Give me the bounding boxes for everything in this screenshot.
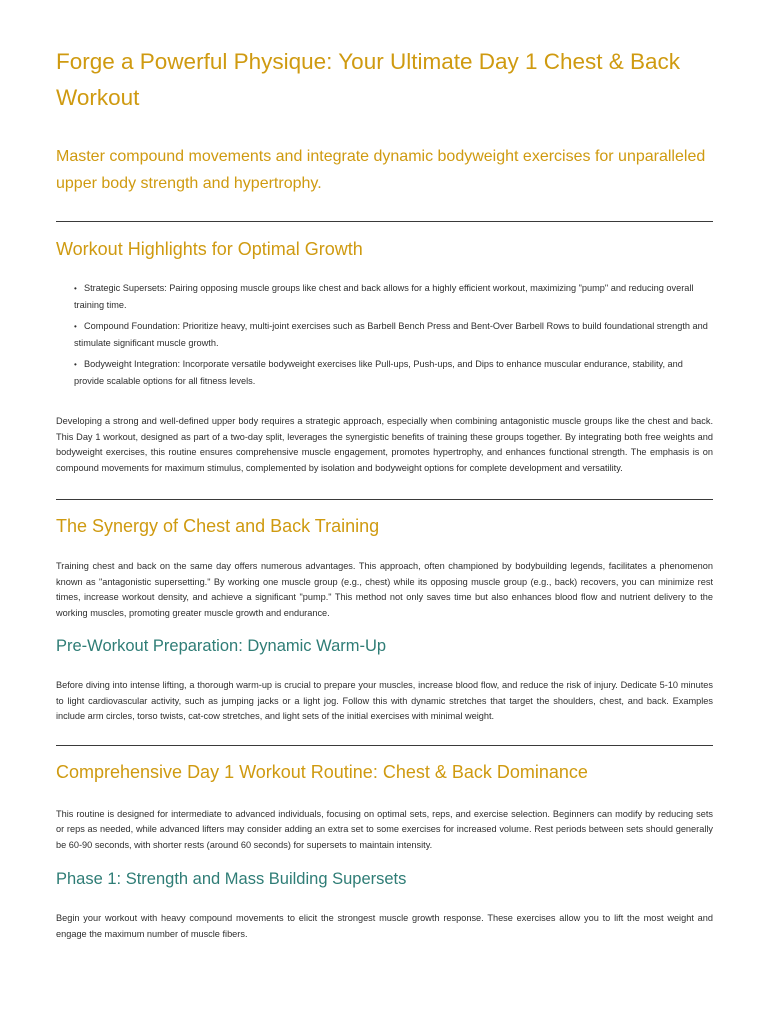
section-divider xyxy=(56,499,713,500)
list-item xyxy=(74,356,713,389)
highlights-heading: Workout Highlights for Optimal Growth xyxy=(56,239,363,259)
routine-paragraph: This routine is designed for intermediate to advanced individuals, focusing on optimal sets, reps, and exercise selection. Beginners can modify by reducing sets or reps as needed, while advanced lifters may consider adding an extra set to some exercises for increased volume. Rest periods between sets should generally be 60-90 seconds, with shorter rests (around 60 seconds) for supersets to maintain intensity. xyxy=(56,808,713,850)
list-item xyxy=(74,280,713,313)
highlights-list xyxy=(56,280,713,389)
intro-paragraph: Developing a strong and well-defined upper body requires a strategic approach, especially when combining antagonistic muscle groups like the chest and back. This Day 1 workout, designed as part of a two-day split, leverages the synergistic benefits of training these groups together. By integrating both free weights and bodyweight exercises, this routine ensures comprehensive muscle engagement, promotes hypertrophy, and enhances functional strength. The emphasis is on compound movements for maximum stimulus, complemented by isolation and bodyweight options for complete development and versatility. xyxy=(56,416,713,473)
phase1-heading: Phase 1: Strength and Mass Building Supersets xyxy=(56,870,407,888)
list-item-text: Strategic Supersets: Pairing opposing muscle groups like chest and back allows for a highly efficient workout, maximizing "pump" and reducing overall training time. xyxy=(74,283,694,310)
warmup-paragraph: Before diving into intense lifting, a thorough warm-up is crucial to prepare your muscles, increase blood flow, and reduce the risk of injury. Dedicate 5-10 minutes to light cardiovascular activity, such as jumping jacks or a light jog. Follow this with dynamic stretches that target the shoulders, chest, and back. Examples include arm circles, torso twists, cat-cow stretches, and light sets of the initial exercises with minimal weight. xyxy=(56,680,713,721)
routine-heading: Comprehensive Day 1 Workout Routine: Chest & Back Dominance xyxy=(56,761,588,782)
warmup-heading: Pre-Workout Preparation: Dynamic Warm-Up xyxy=(56,637,387,655)
synergy-heading: The Synergy of Chest and Back Training xyxy=(56,516,380,536)
list-item-text: Bodyweight Integration: Incorporate versatile bodyweight exercises like Pull-ups, Push-ups, and Dips to enhance muscular endurance, stability, and provide scalable options for all fitness levels. xyxy=(74,359,683,386)
bullet-icon: • xyxy=(74,360,77,369)
synergy-paragraph: Training chest and back on the same day offers numerous advantages. This approach, often championed by bodybuilding legends, facilitates a phenomenon known as "antagonistic supersetting." By working one muscle group (e.g., chest) while its opposing muscle group (e.g., back) recovers, you can minimize rest times, increase workout density, and achieve a significant "pump." This method not only saves time but also enhances blood flow and nutrient delivery to the working muscles, promoting greater muscle growth and endurance. xyxy=(56,561,713,618)
bullet-icon: • xyxy=(74,322,77,331)
page-subtitle: Master compound movements and integrate dynamic bodyweight exercises for unparalleled upper body strength and hypertrophy. xyxy=(56,148,706,192)
list-item xyxy=(74,318,713,351)
list-item-text: Compound Foundation: Prioritize heavy, multi-joint exercises such as Barbell Bench Press and Bent-Over Barbell Rows to build foundational strength and stimulate significant muscle growth. xyxy=(74,321,708,348)
bullet-icon: • xyxy=(74,284,77,293)
section-divider xyxy=(56,745,713,746)
section-divider xyxy=(56,221,713,222)
phase1-paragraph: Begin your workout with heavy compound movements to elicit the strongest muscle growth response. These exercises allow you to lift the most weight and engage the maximum number of muscle fibers. xyxy=(56,913,713,939)
page-title: Forge a Powerful Physique: Your Ultimate Day 1 Chest & Back Workout xyxy=(56,49,681,110)
